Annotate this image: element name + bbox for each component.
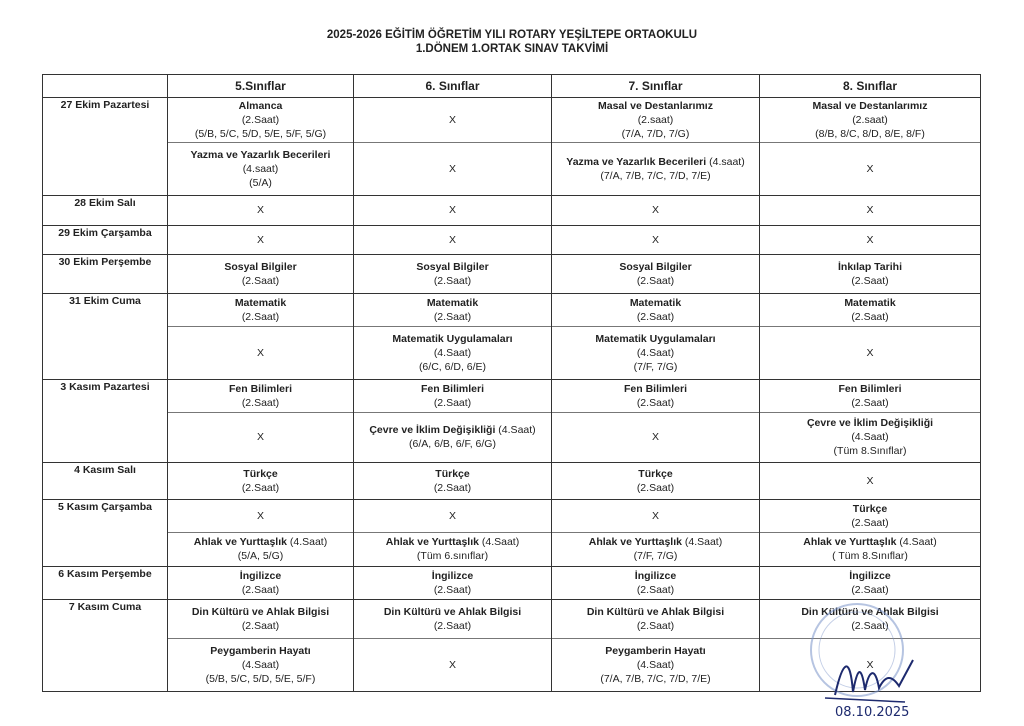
exam-entry — [760, 463, 980, 498]
exam-detail: (Tüm 6.sınıflar) — [416, 550, 489, 563]
subject-title: İngilizce — [431, 570, 474, 583]
exam-detail: (2.Saat) — [241, 481, 280, 494]
exam-entry — [760, 196, 980, 225]
exam-detail: (2.Saat) — [636, 396, 675, 409]
schedule-row — [43, 463, 981, 499]
header-day — [43, 75, 168, 98]
subject-title: Fen Bilimleri — [838, 382, 902, 395]
exam-detail: (4.Saat) — [241, 658, 280, 671]
subject-name — [369, 423, 535, 437]
subject-title: Fen Bilimleri — [228, 382, 292, 395]
exam-cell-grade-6 — [354, 600, 552, 692]
day-label: 31 Ekim Cuma — [43, 294, 168, 380]
exam-detail: (7/A, 7/B, 7/C, 7/D, 7/E) — [600, 169, 711, 182]
exam-detail: (5/B, 5/C, 5/D, 5/E, 5/F, 5/G) — [194, 128, 327, 140]
exam-detail: (2.Saat) — [433, 481, 472, 494]
exam-entry — [760, 600, 980, 638]
subject-name — [598, 99, 713, 113]
exam-detail: (2.Saat) — [241, 114, 280, 126]
exam-detail: (2.Saat) — [851, 275, 889, 288]
subject-name — [605, 644, 705, 658]
exam-entry — [354, 567, 551, 599]
exam-cell-grade-7 — [552, 225, 760, 254]
exam-cell-grade-5 — [168, 499, 354, 566]
exam-entry — [168, 463, 353, 498]
subject-title: Din Kültürü ve Ahlak Bilgisi — [586, 606, 725, 619]
exam-entry — [168, 294, 353, 326]
no-exam-mark: X — [256, 509, 264, 522]
subject-name — [392, 332, 512, 346]
exam-schedule-table — [42, 74, 981, 692]
exam-entry — [760, 500, 980, 532]
subject-title: Matematik Uygulamaları — [392, 332, 513, 345]
exam-entry — [168, 226, 353, 254]
exam-cell-grade-8 — [760, 463, 981, 499]
exam-entry — [552, 463, 759, 498]
header-grade-7: 7. Sınıflar — [552, 75, 760, 98]
exam-detail: (4.Saat) — [433, 346, 472, 359]
no-exam-mark: X — [866, 474, 874, 487]
exam-cell-grade-8 — [760, 294, 981, 380]
exam-entry — [354, 294, 551, 326]
no-exam-mark: X — [651, 233, 659, 246]
subject-hours: (4.Saat) — [478, 536, 520, 549]
exam-entry — [354, 326, 551, 378]
schedule-row — [43, 294, 981, 380]
no-exam-mark: X — [256, 233, 264, 246]
subject-name — [807, 416, 933, 430]
no-exam-mark: X — [448, 114, 456, 126]
day-label: 27 Ekim Pazartesi — [43, 98, 168, 196]
exam-entry — [354, 600, 551, 638]
exam-detail: (2.Saat) — [636, 275, 675, 288]
exam-detail: (4.Saat) — [851, 431, 889, 444]
exam-entry — [354, 412, 551, 462]
subject-title: Matematik — [426, 297, 479, 310]
exam-detail: (2.Saat) — [851, 396, 889, 409]
exam-entry — [552, 500, 759, 532]
subject-name — [838, 382, 901, 396]
exam-detail: (2.Saat) — [433, 584, 472, 597]
exam-detail: (2.Saat) — [851, 584, 889, 597]
exam-cell-grade-5 — [168, 225, 354, 254]
exam-cell-grade-6 — [354, 294, 552, 380]
subject-title: Fen Bilimleri — [623, 382, 687, 395]
subject-name — [801, 605, 938, 619]
subject-name — [432, 569, 473, 583]
subject-title: Almanca — [238, 100, 283, 112]
no-exam-mark: X — [256, 431, 264, 444]
exam-entry — [354, 142, 551, 194]
exam-entry — [552, 380, 759, 412]
document-subtitle: 1.DÖNEM 1.ORTAK SINAV TAKVİMİ — [415, 43, 609, 55]
schedule-row — [43, 195, 981, 225]
exam-entry — [168, 142, 353, 194]
exam-entry — [168, 98, 353, 142]
exam-entry — [760, 98, 980, 142]
no-exam-mark: X — [866, 346, 874, 359]
exam-cell-grade-7 — [552, 98, 760, 196]
exam-detail: (2.Saat) — [636, 620, 675, 633]
exam-cell-grade-7 — [552, 600, 760, 692]
subject-title: Masal ve Destanlarımız — [598, 100, 713, 112]
exam-cell-grade-7 — [552, 379, 760, 463]
exam-cell-grade-5 — [168, 195, 354, 225]
day-label: 4 Kasım Salı — [43, 463, 168, 499]
subject-name — [416, 260, 488, 274]
schedule-row — [43, 379, 981, 463]
subject-name — [240, 569, 281, 583]
exam-detail: (8/B, 8/C, 8/D, 8/E, 8/F) — [815, 128, 925, 140]
subject-hours: (4.Saat) — [681, 536, 723, 549]
subject-name — [630, 296, 681, 310]
subject-name — [589, 535, 722, 549]
exam-detail: (2.Saat) — [433, 275, 472, 288]
exam-detail: (2.Saat) — [241, 275, 280, 288]
subject-name — [210, 644, 310, 658]
no-exam-mark: X — [256, 204, 264, 217]
subject-title: Din Kültürü ve Ahlak Bilgisi — [383, 606, 522, 619]
exam-detail: (2.Saat) — [636, 584, 675, 597]
subject-name — [243, 467, 277, 481]
no-exam-mark: X — [866, 658, 874, 671]
day-label: 30 Ekim Perşembe — [43, 255, 168, 294]
exam-entry — [552, 412, 759, 462]
exam-entry — [168, 567, 353, 599]
exam-entry — [760, 380, 980, 412]
exam-cell-grade-6 — [354, 98, 552, 196]
subject-hours: (4.Saat) — [495, 424, 536, 437]
subject-title: Matematik — [844, 297, 896, 310]
exam-cell-grade-6 — [354, 463, 552, 499]
subject-name — [838, 260, 902, 274]
subject-title: Türkçe — [435, 467, 470, 480]
subject-title: Çevre ve İklim Değişikliği — [369, 424, 496, 437]
exam-cell-grade-6 — [354, 255, 552, 294]
exam-entry — [552, 196, 759, 225]
exam-entry — [354, 255, 551, 293]
subject-title: Türkçe — [638, 467, 673, 480]
exam-entry — [354, 226, 551, 254]
exam-entry — [552, 638, 759, 690]
subject-name — [624, 382, 687, 396]
subject-name — [566, 155, 744, 169]
exam-detail: (2.Saat) — [636, 481, 675, 494]
exam-cell-grade-8 — [760, 195, 981, 225]
document-header — [0, 28, 1024, 56]
exam-entry — [760, 567, 980, 599]
exam-detail: (2.Saat) — [851, 620, 889, 633]
day-label: 28 Ekim Salı — [43, 195, 168, 225]
exam-cell-grade-6 — [354, 195, 552, 225]
exam-entry — [552, 255, 759, 293]
subject-title: Matematik — [629, 297, 682, 310]
exam-entry — [552, 532, 759, 566]
no-exam-mark: X — [448, 658, 456, 671]
exam-entry — [168, 255, 353, 293]
subject-title: İngilizce — [634, 570, 677, 583]
exam-cell-grade-5 — [168, 255, 354, 294]
subject-name — [853, 502, 887, 516]
exam-entry — [168, 638, 353, 690]
subject-hours: (4.saat) — [706, 155, 745, 168]
exam-detail: (7/A, 7/B, 7/C, 7/D, 7/E) — [600, 672, 711, 685]
exam-detail: ( Tüm 8.Sınıflar) — [832, 550, 908, 563]
exam-entry — [760, 294, 980, 326]
exam-entry — [760, 326, 980, 378]
exam-entry — [552, 226, 759, 254]
subject-title: Peygamberin Hayatı — [210, 644, 311, 657]
subject-name — [427, 296, 478, 310]
subject-name — [239, 99, 283, 113]
exam-entry — [552, 98, 759, 142]
schedule-row — [43, 98, 981, 196]
exam-cell-grade-7 — [552, 499, 760, 566]
no-exam-mark: X — [866, 162, 874, 175]
subject-title: Masal ve Destanlarımız — [812, 100, 928, 112]
schedule-row — [43, 567, 981, 600]
header-row — [43, 75, 981, 98]
exam-entry — [354, 196, 551, 225]
exam-cell-grade-7 — [552, 463, 760, 499]
subject-name — [229, 382, 292, 396]
subject-name — [386, 535, 519, 549]
exam-entry — [552, 294, 759, 326]
exam-entry — [354, 500, 551, 532]
no-exam-mark: X — [448, 233, 456, 246]
subject-title: Türkçe — [852, 502, 888, 515]
exam-cell-grade-8 — [760, 225, 981, 254]
document-title: 2025-2026 EĞİTİM ÖĞRETİM YILI ROTARY YEŞİLTEPE ORTAOKULU — [326, 29, 698, 41]
exam-entry — [168, 500, 353, 532]
subject-title: Fen Bilimleri — [420, 382, 484, 395]
header-grade-5: 5.Sınıflar — [168, 75, 354, 98]
subject-name — [638, 467, 672, 481]
exam-cell-grade-5 — [168, 600, 354, 692]
exam-detail: (2.Saat) — [241, 620, 280, 633]
exam-detail: (2.Saat) — [851, 516, 889, 529]
subject-title: Ahlak ve Yurttaşlık — [193, 536, 287, 549]
exam-detail: (2.Saat) — [433, 396, 472, 409]
exam-detail: (6/A, 6/B, 6/F, 6/G) — [409, 438, 496, 451]
exam-entry — [168, 532, 353, 566]
exam-entry — [552, 600, 759, 638]
subject-name — [191, 148, 331, 162]
exam-detail: (2.saat) — [852, 114, 888, 126]
subject-name — [421, 382, 484, 396]
no-exam-mark: X — [651, 204, 659, 217]
exam-cell-grade-8 — [760, 600, 981, 692]
subject-title: Din Kültürü ve Ahlak Bilgisi — [191, 606, 330, 619]
subject-hours: (4.Saat) — [896, 536, 937, 549]
no-exam-mark: X — [651, 509, 659, 522]
exam-detail: (7/F, 7/G) — [633, 550, 678, 563]
exam-entry — [168, 196, 353, 225]
exam-entry — [354, 463, 551, 498]
exam-entry — [760, 142, 980, 194]
exam-cell-grade-8 — [760, 499, 981, 566]
exam-detail: (6/C, 6/D, 6/E) — [418, 360, 487, 373]
exam-cell-grade-8 — [760, 255, 981, 294]
exam-detail: (5/B, 5/C, 5/D, 5/E, 5/F) — [205, 672, 316, 685]
exam-cell-grade-7 — [552, 294, 760, 380]
exam-entry — [354, 638, 551, 690]
subject-title: Yazma ve Yazarlık Becerileri — [190, 148, 331, 161]
no-exam-mark: X — [448, 162, 456, 175]
exam-entry — [760, 638, 980, 690]
exam-cell-grade-8 — [760, 567, 981, 600]
exam-detail: (7/A, 7/D, 7/G) — [621, 128, 690, 140]
subject-name — [844, 296, 895, 310]
day-label: 3 Kasım Pazartesi — [43, 379, 168, 463]
subject-name — [595, 332, 715, 346]
subject-name — [435, 467, 469, 481]
exam-cell-grade-7 — [552, 195, 760, 225]
exam-detail: (4.saat) — [242, 162, 279, 175]
exam-cell-grade-6 — [354, 499, 552, 566]
exam-detail: (4.Saat) — [636, 658, 675, 671]
no-exam-mark: X — [256, 346, 264, 359]
subject-name — [619, 260, 691, 274]
no-exam-mark: X — [866, 204, 874, 217]
exam-detail: (7/F, 7/G) — [633, 360, 678, 373]
exam-cell-grade-5 — [168, 294, 354, 380]
header-grade-8: 8. Sınıflar — [760, 75, 981, 98]
subject-name — [224, 260, 296, 274]
exam-detail: (2.Saat) — [433, 620, 472, 633]
exam-cell-grade-5 — [168, 98, 354, 196]
exam-entry — [760, 255, 980, 293]
exam-detail: (5/A, 5/G) — [237, 550, 284, 563]
subject-name — [194, 535, 327, 549]
header-grade-6: 6. Sınıflar — [354, 75, 552, 98]
schedule-row — [43, 600, 981, 692]
subject-name — [384, 605, 521, 619]
schedule-row — [43, 255, 981, 294]
subject-name — [803, 535, 936, 549]
exam-entry — [168, 326, 353, 378]
subject-name — [587, 605, 724, 619]
exam-detail: (2.Saat) — [636, 311, 675, 324]
subject-hours: (4.Saat) — [286, 536, 328, 549]
exam-detail: (Tüm 8.Sınıflar) — [833, 445, 907, 458]
schedule-row — [43, 499, 981, 566]
subject-title: Din Kültürü ve Ahlak Bilgisi — [801, 606, 939, 619]
exam-detail: (2.saat) — [637, 114, 674, 126]
subject-title: Sosyal Bilgiler — [224, 261, 297, 274]
subject-name — [192, 605, 329, 619]
exam-cell-grade-6 — [354, 379, 552, 463]
exam-entry — [354, 380, 551, 412]
day-label: 7 Kasım Cuma — [43, 600, 168, 692]
subject-title: Yazma ve Yazarlık Becerileri — [566, 155, 707, 168]
subject-title: Sosyal Bilgiler — [619, 261, 692, 274]
schedule-row — [43, 225, 981, 254]
subject-title: Matematik Uygulamaları — [595, 332, 716, 345]
no-exam-mark: X — [448, 204, 456, 217]
exam-entry — [760, 412, 980, 462]
subject-title: Çevre ve İklim Değişikliği — [806, 417, 934, 430]
subject-title: İnkılap Tarihi — [838, 261, 902, 274]
exam-cell-grade-5 — [168, 379, 354, 463]
exam-cell-grade-8 — [760, 379, 981, 463]
exam-detail: (2.Saat) — [851, 311, 889, 324]
subject-title: Ahlak ve Yurttaşlık — [385, 536, 479, 549]
subject-title: Ahlak ve Yurttaşlık — [803, 536, 897, 549]
day-label: 5 Kasım Çarşamba — [43, 499, 168, 566]
exam-detail: (2.Saat) — [241, 311, 280, 324]
exam-entry — [760, 532, 980, 566]
no-exam-mark: X — [448, 509, 456, 522]
exam-cell-grade-5 — [168, 463, 354, 499]
day-label: 6 Kasım Perşembe — [43, 567, 168, 600]
exam-detail: (2.Saat) — [241, 584, 280, 597]
exam-entry — [552, 326, 759, 378]
exam-entry — [552, 142, 759, 194]
exam-entry — [354, 98, 551, 142]
subject-name — [813, 99, 928, 113]
exam-detail: (4.Saat) — [636, 346, 675, 359]
no-exam-mark: X — [866, 233, 874, 246]
no-exam-mark: X — [651, 431, 659, 444]
exam-cell-grade-6 — [354, 225, 552, 254]
exam-cell-grade-7 — [552, 255, 760, 294]
exam-detail: (5/A) — [249, 176, 272, 189]
subject-title: Peygamberin Hayatı — [605, 644, 706, 657]
subject-name — [235, 296, 286, 310]
subject-title: İngilizce — [849, 570, 891, 583]
svg-text:08.10.2025: 08.10.2025 — [835, 705, 910, 720]
exam-entry — [168, 380, 353, 412]
exam-detail: (2.Saat) — [433, 311, 472, 324]
subject-title: Türkçe — [243, 467, 278, 480]
subject-title: Ahlak ve Yurttaşlık — [588, 536, 682, 549]
subject-title: İngilizce — [239, 570, 282, 583]
subject-title: Matematik — [234, 297, 287, 310]
day-label: 29 Ekim Çarşamba — [43, 225, 168, 254]
subject-name — [635, 569, 676, 583]
subject-title: Sosyal Bilgiler — [416, 261, 489, 274]
exam-entry — [354, 532, 551, 566]
exam-entry — [760, 226, 980, 254]
exam-cell-grade-5 — [168, 567, 354, 600]
exam-cell-grade-7 — [552, 567, 760, 600]
exam-entry — [552, 567, 759, 599]
exam-detail: (2.Saat) — [241, 396, 280, 409]
exam-cell-grade-8 — [760, 98, 981, 196]
exam-entry — [168, 412, 353, 462]
exam-cell-grade-6 — [354, 567, 552, 600]
subject-name — [849, 569, 890, 583]
exam-entry — [168, 600, 353, 638]
